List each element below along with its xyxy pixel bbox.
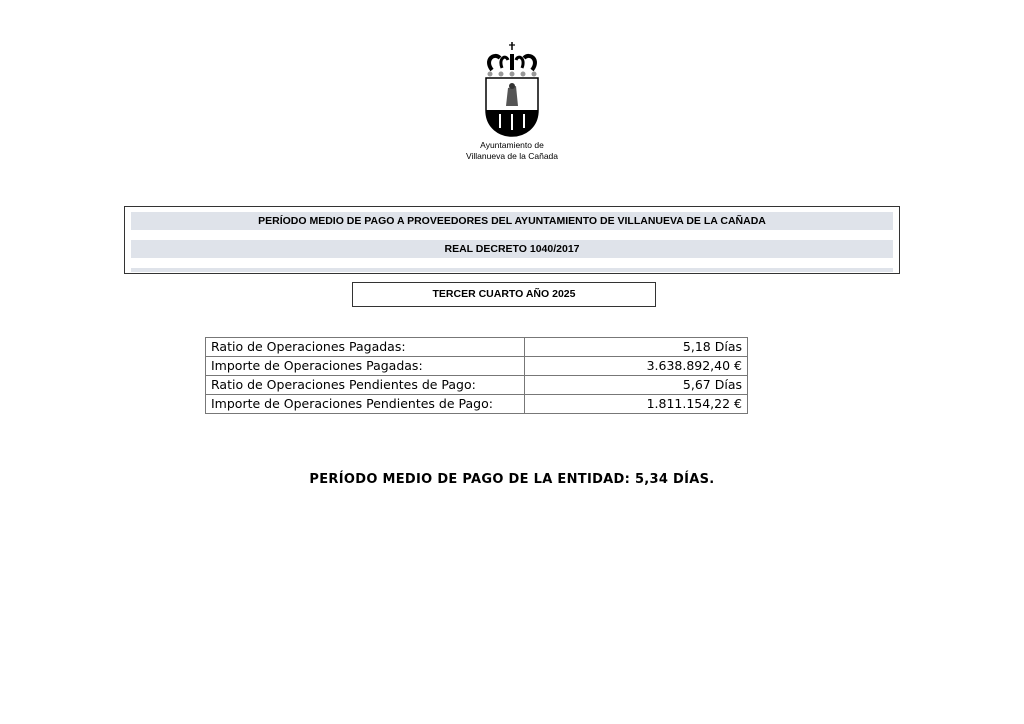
row-value: 5,67 Días — [525, 376, 748, 395]
row-label: Importe de Operaciones Pendientes de Pago: — [206, 395, 525, 414]
header-box — [124, 206, 900, 274]
header-subtitle: REAL DECRETO 1040/2017 — [131, 240, 893, 258]
row-value: 3.638.892,40 € — [525, 357, 748, 376]
result-summary: PERÍODO MEDIO DE PAGO DE LA ENTIDAD: 5,34 DÍAS. — [309, 472, 715, 487]
table-row — [206, 376, 748, 395]
row-label: Importe de Operaciones Pagadas: — [206, 357, 525, 376]
period-label: TERCER CUARTO AÑO 2025 — [352, 282, 656, 307]
logo-caption — [412, 140, 612, 162]
table-row — [206, 395, 748, 414]
row-value: 1.811.154,22 € — [525, 395, 748, 414]
coat-of-arms-logo — [472, 40, 552, 140]
logo-line1: Ayuntamiento de — [480, 140, 544, 150]
pmp-table — [205, 337, 748, 414]
row-value: 5,18 Días — [525, 338, 748, 357]
table-row — [206, 338, 748, 357]
header-band-empty — [131, 268, 893, 272]
table-row — [206, 357, 748, 376]
row-label: Ratio de Operaciones Pagadas: — [206, 338, 525, 357]
header-title: PERÍODO MEDIO DE PAGO A PROVEEDORES DEL AYUNTAMIENTO DE VILLANUEVA DE LA CAÑADA — [131, 212, 893, 230]
row-label: Ratio de Operaciones Pendientes de Pago: — [206, 376, 525, 395]
logo-line2: Villanueva de la Cañada — [466, 151, 558, 161]
